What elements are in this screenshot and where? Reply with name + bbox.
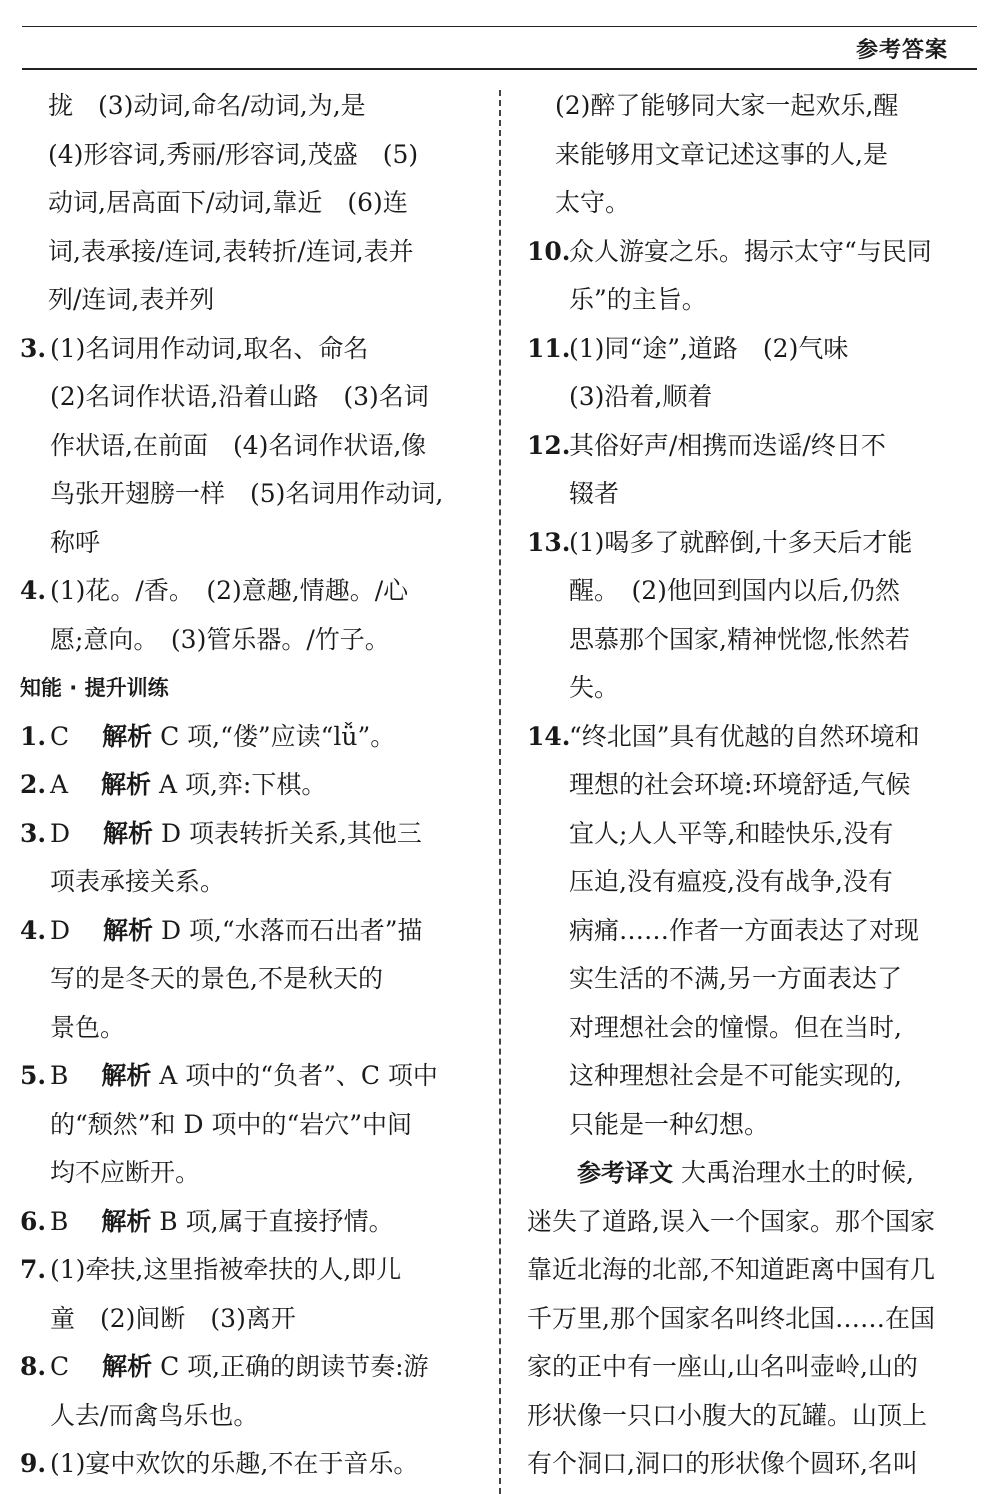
item-number: 14. xyxy=(527,721,571,751)
text-line: 思慕那个国家,精神恍惚,怅然若 xyxy=(569,624,910,654)
choice-answer-5 xyxy=(20,1052,480,1198)
item-number: 11. xyxy=(527,333,571,363)
item-number: 7. xyxy=(20,1255,47,1284)
right-column xyxy=(527,82,982,1489)
text-line: 列/连词,表并列 xyxy=(48,285,215,314)
text-line: 项表承接关系。 xyxy=(50,867,226,896)
text-line: 实生活的不满,另一方面表达了 xyxy=(569,964,902,993)
text-line: 动词,居高面下/动词,靠近 (6)连 xyxy=(48,188,408,217)
text-line: (2)醉了能够同大家一起欢乐,醒 xyxy=(555,91,899,120)
text-line: 失。 xyxy=(569,673,620,702)
text-line: 大禹治理水土的时候, xyxy=(680,1158,914,1187)
text-line: (2)名词作状语,沿着山路 (3)名词 xyxy=(50,382,429,411)
answer-letter: B xyxy=(50,1061,69,1090)
text-line: 醒。 (2)他回到国内以后,仍然 xyxy=(569,576,900,605)
item-number: 5. xyxy=(20,1061,47,1090)
left-column xyxy=(20,82,480,1489)
choice-answer-8 xyxy=(20,1343,480,1440)
header-rule-bottom xyxy=(22,68,977,70)
answer-item-12 xyxy=(527,422,982,519)
analysis-keyword: 解析 xyxy=(101,1061,152,1090)
text-line: 辍者 xyxy=(569,479,620,508)
analysis-keyword: 解析 xyxy=(103,915,154,945)
text-line: (1)花。/香。 (2)意趣,情趣。/心 xyxy=(50,576,409,605)
reference-translation xyxy=(527,1149,982,1489)
item-number: 6. xyxy=(20,1206,47,1236)
text-line: 千万里,那个国家名叫终北国……在国 xyxy=(527,1303,935,1333)
answer-item-3 xyxy=(20,325,480,568)
text-line: 称呼 xyxy=(50,527,101,557)
answer-letter: C xyxy=(50,1352,70,1381)
item-number: 8. xyxy=(20,1352,47,1381)
item-number: 4. xyxy=(20,576,47,605)
text-line: D 项,“水落而石出者”描 xyxy=(160,915,423,945)
answer-letter: B xyxy=(50,1206,69,1236)
choice-answer-2 xyxy=(20,761,480,810)
text-line: 太守。 xyxy=(555,188,631,217)
text-line: 只能是一种幻想。 xyxy=(569,1109,770,1139)
text-line: 有个洞口,洞口的形状像个圆环,名叫 xyxy=(527,1449,918,1478)
answer-item-7 xyxy=(20,1246,480,1343)
answer-letter: D xyxy=(50,915,71,945)
answer-item-11 xyxy=(527,325,982,422)
text-line: 靠近北海的北部,不知道距离中国有几 xyxy=(527,1255,935,1284)
analysis-keyword: 解析 xyxy=(103,818,154,848)
choice-answer-4 xyxy=(20,907,480,1053)
item-number: 12. xyxy=(527,430,571,460)
item-number: 3. xyxy=(20,818,47,848)
analysis-keyword: 解析 xyxy=(101,770,152,799)
text-line: “终北国”具有优越的自然环境和 xyxy=(569,721,920,751)
text-line: 来能够用文章记述这事的人,是 xyxy=(555,139,888,169)
item-number: 4. xyxy=(20,915,47,945)
answer-letter: C xyxy=(50,721,70,751)
text-line: 愿;意向。 (3)管乐器。/竹子。 xyxy=(50,624,390,654)
text-line: 其俗好声/相携而迭谣/终日不 xyxy=(569,430,886,460)
text-line: (1)同“途”,道路 (2)气味 xyxy=(569,333,849,363)
analysis-keyword: 解析 xyxy=(101,1206,152,1236)
text-line: 写的是冬天的景色,不是秋天的 xyxy=(50,964,383,993)
text-line: C 项,正确的朗读节奏:游 xyxy=(160,1352,429,1381)
text-line: (1)名词用作动词,取名、命名 xyxy=(50,333,369,363)
text-line: 这种理想社会是不可能实现的, xyxy=(569,1061,902,1090)
text-line: A 项中的“负者”、C 项中 xyxy=(159,1061,438,1090)
text-line: B 项,属于直接抒情。 xyxy=(159,1206,394,1236)
text-line: 童 (2)间断 (3)离开 xyxy=(50,1303,296,1333)
text-line: C 项,“偻”应读“lǚ”。 xyxy=(160,721,396,751)
text-line: (1)宴中欢饮的乐趣,不在于音乐。 xyxy=(50,1449,419,1478)
analysis-keyword: 解析 xyxy=(102,721,153,751)
text-line: A 项,弈:下棋。 xyxy=(158,770,327,799)
choice-answer-1 xyxy=(20,713,480,762)
analysis-keyword: 解析 xyxy=(102,1352,153,1381)
text-line: D 项表转折关系,其他三 xyxy=(160,818,422,848)
text-line: 迷失了道路,误入一个国家。那个国家 xyxy=(527,1206,935,1236)
answer-item-4 xyxy=(20,567,480,664)
choice-answer-3 xyxy=(20,810,480,907)
item-number: 1. xyxy=(20,721,47,751)
answer-item-13 xyxy=(527,519,982,713)
section-title: 知能 · 提升训练 xyxy=(20,676,169,700)
text-line: 的“颓然”和 D 项中的“岩穴”中间 xyxy=(50,1109,413,1139)
column-divider xyxy=(499,90,501,1494)
item-number: 9. xyxy=(20,1449,47,1478)
text-line: (1)牵扶,这里指被牵扶的人,即儿 xyxy=(50,1255,402,1284)
text-line: 词,表承接/连词,表转折/连词,表并 xyxy=(48,236,414,266)
item-number: 13. xyxy=(527,527,571,557)
text-line: 鸟张开翅膀一样 (5)名词用作动词, xyxy=(50,479,444,508)
text-line: 病痛……作者一方面表达了对现 xyxy=(569,915,920,945)
text-line: 对理想社会的憧憬。但在当时, xyxy=(569,1012,902,1042)
answer-item-14 xyxy=(527,713,982,1150)
continuation-block xyxy=(527,82,982,228)
text-line: 理想的社会环境:环境舒适,气候 xyxy=(569,770,911,799)
text-line: 形状像一只口小腹大的瓦罐。山顶上 xyxy=(527,1400,928,1430)
continuation-block xyxy=(20,82,480,325)
choice-answer-6 xyxy=(20,1198,480,1247)
item-number: 10. xyxy=(527,236,571,266)
text-line: 乐”的主旨。 xyxy=(569,285,707,314)
answer-letter: D xyxy=(50,818,71,848)
answer-item-10 xyxy=(527,228,982,325)
text-line: 众人游宴之乐。揭示太守“与民同 xyxy=(569,236,932,266)
item-number: 2. xyxy=(20,770,47,799)
text-line: 宜人;人人平等,和睦快乐,没有 xyxy=(569,818,894,848)
text-line: 人去/而禽鸟乐也。 xyxy=(50,1400,259,1430)
answer-letter: A xyxy=(50,770,69,799)
item-number: 3. xyxy=(20,333,47,363)
text-line: 景色。 xyxy=(50,1012,126,1042)
header-rule-top xyxy=(22,26,977,27)
text-line: (3)沿着,顺着 xyxy=(569,382,713,411)
answer-item-9 xyxy=(20,1440,480,1489)
text-line: 拢 (3)动词,命名/动词,为,是 xyxy=(48,91,366,120)
text-line: 作状语,在前面 (4)名词作状语,像 xyxy=(50,430,427,460)
translation-keyword: 参考译文 xyxy=(577,1159,673,1187)
text-line: 均不应断开。 xyxy=(50,1158,201,1187)
text-line: (4)形容词,秀丽/形容词,茂盛 (5) xyxy=(48,139,419,169)
text-line: 压迫,没有瘟疫,没有战争,没有 xyxy=(569,867,893,896)
text-line: (1)喝多了就醉倒,十多天后才能 xyxy=(569,527,913,557)
text-line: 家的正中有一座山,山名叫壶岭,山的 xyxy=(527,1352,918,1381)
page-header-label: 参考答案 xyxy=(855,38,948,63)
